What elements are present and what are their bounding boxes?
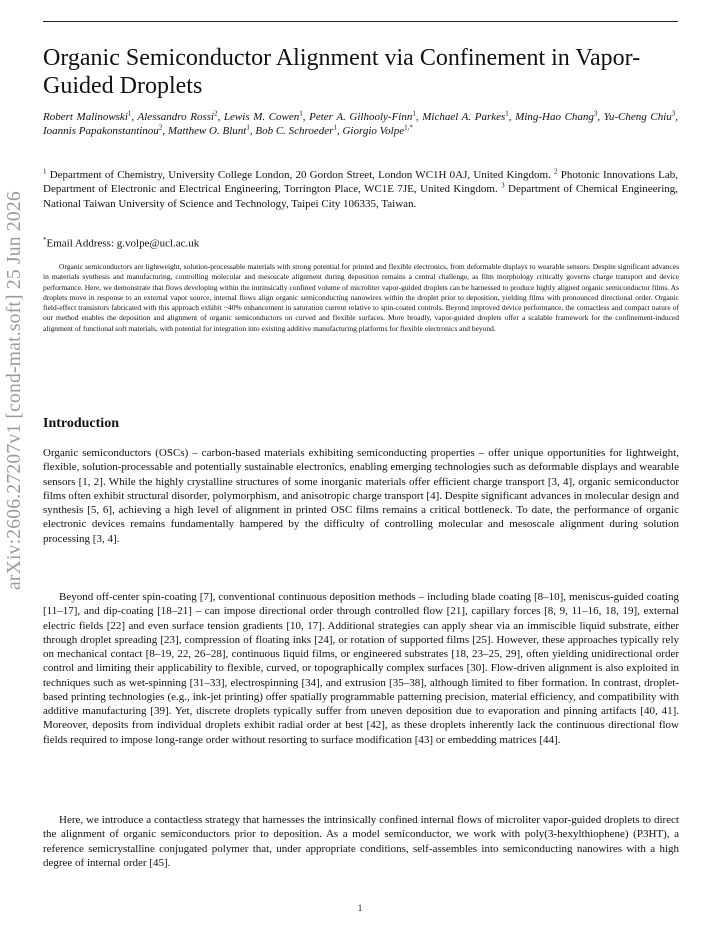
author-name: Peter A. Gilhooly-Finn <box>309 111 413 123</box>
author-affiliation-mark: 1 <box>299 109 303 118</box>
author-affiliation-mark: 2 <box>214 109 218 118</box>
author-name: Yu-Cheng Chiu <box>603 111 672 123</box>
author-affiliation-mark: 1,* <box>404 123 413 132</box>
author-affiliation-mark: 3 <box>593 109 598 118</box>
affiliation-mark: 1 <box>43 167 47 176</box>
author-affiliation-mark: 1 <box>127 109 132 118</box>
body-paragraph: Here, we introduce a contactless strategy that harnesses the intrinsically confined internal flows of microliter vapor-guided droplets to direct the alignment of organic semiconductors prior to deposition. As a model semiconductor, we work with poly(3-hexylthiophene) (P3HT), a reference semicrystalline conjugated polymer that, under appropriate conditions, self-assembles into semiconducting nanowires with a high degree of internal order [45]. <box>43 814 679 869</box>
email-text: Email Address: g.volpe@ucl.ac.uk <box>46 237 200 250</box>
author-list: Robert Malinowski$^1$, Alessandro Rossi$^2$, Lewis M. Cowen$^1$, Peter A. Gilhooly-Finn$^1$, Michael A. Parkes$^1$, Ming-Hao Chang$^3$, Yu-Cheng Chiu$^3$, Ioannis Papakonstantinou$^2$, Matthew O. Blunt$^1$, Bob C. Schroeder$^1$, Giorgio Volpe$^{1,*}$ <box>43 109 679 138</box>
top-rule <box>43 21 678 22</box>
author-name: Alessandro Rossi <box>137 111 215 123</box>
author-name: Ioannis Papakonstantinou <box>43 125 159 138</box>
affiliation-text: Photonic Innovations Lab, Department of Electronic and Electrical Engineering, Torrington Place, WC1E 7JE, United Kingdom. <box>43 169 679 196</box>
author-affiliation-mark: 1 <box>505 109 509 118</box>
affiliation-mark: 2 <box>554 167 558 176</box>
section-heading-introduction: Introduction <box>43 416 119 431</box>
arxiv-stamp: arXiv:2606.27207v1 [cond-mat.soft] 25 Jun 2026 <box>4 191 25 590</box>
author-name: Ming-Hao Chang <box>515 111 594 123</box>
affiliation-text: Department of Chemical Engineering, National Taiwan University of Science and Technology, Taipei City 106335, Taiwan. <box>43 183 679 210</box>
author-affiliation-mark: 3 <box>671 109 676 118</box>
author-affiliation-mark: 1 <box>333 123 337 132</box>
author-name: Robert Malinowski <box>43 111 128 123</box>
author-name: Lewis M. Cowen <box>223 111 300 123</box>
page-number: 1 <box>357 903 363 913</box>
author-name: Matthew O. Blunt <box>167 125 247 138</box>
abstract: Organic semiconductors are lightweight, solution-processable materials with strong potential for printed and flexible electronics, from deformable displays to wearable sensors. Despite significant advances in materials synthesis and manufacturing, controlling molecular and mesoscale alignment during deposition remains a central challenge, as film morphology critically governs charge transport and device performance. Here, we demonstrate that flows developing within the intrinsically confined volume of microliter vapor-guided droplets can be harnessed to produce highly aligned organic semiconductor films. As droplets move in response to an external vapor source, internal flows align organic semiconducting nanowires within the droplet prior to deposition, yielding films with pronounced directional order. Organic field-effect transistors fabricated with this approach exhibit ~40% enhancement in saturation current relative to spin-coated controls. Beyond improved device performance, the contactless and compact nature of our method enables the deposition and alignment of organic semiconductors on curved and flexible surfaces. More broadly, vapor-guided droplets offer a scalable framework for the confinement-induced alignment of functional soft materials, with potential for integration into existing additive manufacturing platforms for flexible electronics and beyond. <box>43 262 679 333</box>
author-affiliation-mark: 1 <box>412 109 416 118</box>
author-name: Giorgio Volpe <box>342 125 405 138</box>
email-mark: * <box>43 236 47 244</box>
affiliations <box>43 168 678 211</box>
body-paragraph: Organic semiconductors (OSCs) – carbon-based materials exhibiting semiconducting properties – offer unique opportunities for lightweight, flexible, solution-processable and potentially sustainable electronics, enabling emerging technologies such as deformable displays and wearable sensors [1, 2]. While the highly crystalline structures of some inorganic materials offer efficient charge transport [3, 4], organic semiconductor films often exhibit structural disorder, polymorphism, and anisotropic charge transport [4]. Despite significant advances in molecular design and synthesis [5, 6], achieving a high level of alignment in printed OSC films remains a critical bottleneck. To date, the performance of organic electronic devices remains fundamentally hampered by the difficulty of controlling molecular and mesoscale alignment during solution processing [3, 4]. <box>43 447 679 545</box>
author-affiliation-mark: 1 <box>246 123 250 132</box>
author-name: Bob C. Schroeder <box>255 125 334 138</box>
affiliation-text: Department of Chemistry, University College London, 20 Gordon Street, London WC1H 0AJ, United Kingdom. <box>49 169 551 181</box>
author-name: Michael A. Parkes <box>422 111 506 123</box>
body-paragraph: Beyond off-center spin-coating [7], conventional continuous deposition methods – including blade coating [8–10], meniscus-guided coating [11–17], and dip-coating [18–21] – can impose directional order through controlled flow [21], capillary forces [8, 9, 11–16, 18, 19], external electric fields [22] and even surface tension gradients [10, 17]. Additional strategies can apply shear via an immiscible liquid substrate, either through droplet spreading [23], compression of floating inks [24], or rotation of supported films [25]. However, these approaches typically rely on mechanical contact [8–19, 22, 26–28], continuous liquid films, or engineered substrates [18, 23–25, 29], often yielding unidirectional order control and limiting their applicability to flexible, curved, or topographically complex surfaces [30]. Flow-driven alignment is also exploited in techniques such as wet-spinning [31–33], electrospinning [34], and extrusion [35–38], although limited to fiber formation. In contrast, droplet-based printing technologies (e.g., ink-jet printing) offer spatially programmable patterning precision, material efficiency, and compatibility with additive manufacturing [39]. Yet, discrete droplets typically suffer from uneven deposition due to evaporation and pinning artifacts [40, 41]. Moreover, deposits from individual droplets exhibit radial order at best [42], as these droplets inherently lack the continuous directional flow fields required to impose long-range order without resorting to surface modification [43] or embedding matrices [44]. <box>43 591 679 746</box>
contact-email <box>43 233 199 251</box>
paper-title: Organic Semiconductor Alignment via Confinement in Vapor-Guided Droplets <box>43 45 641 99</box>
affiliation-mark: 3 <box>501 181 505 190</box>
author-affiliation-mark: 2 <box>158 123 163 132</box>
